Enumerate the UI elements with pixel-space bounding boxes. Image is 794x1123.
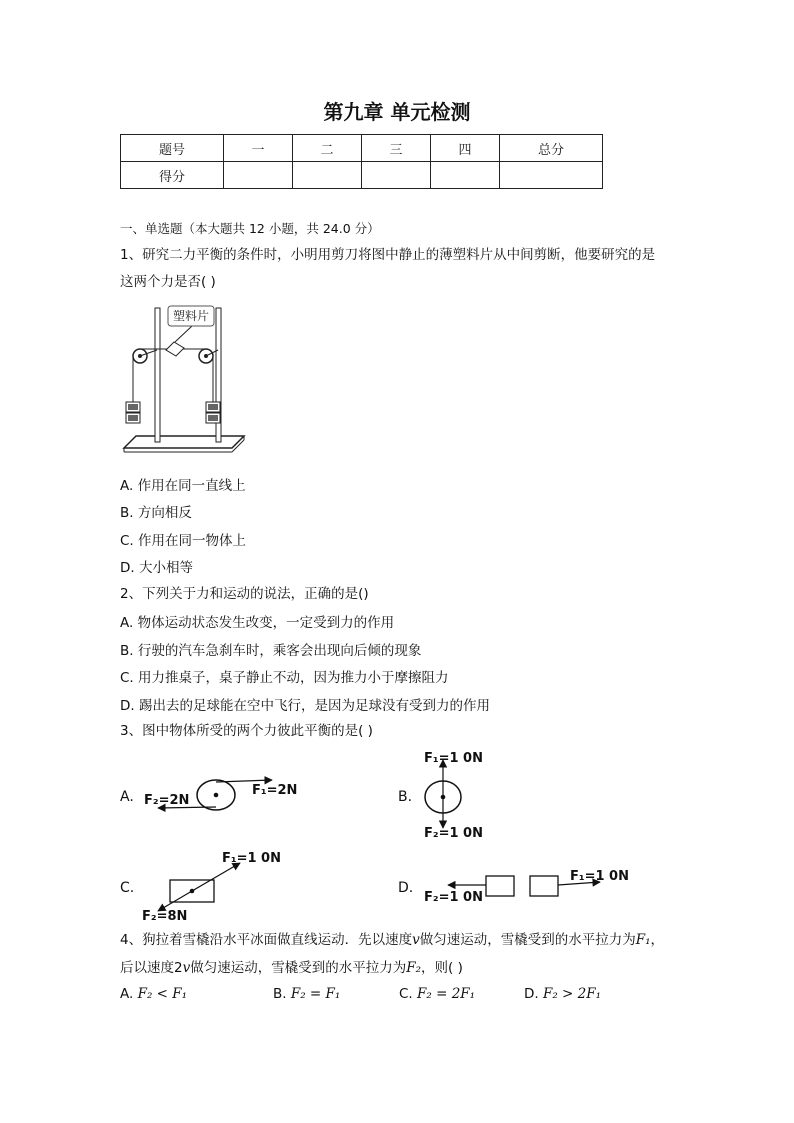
q4-text: 做匀速运动，雪橇受到的水平拉力为 xyxy=(190,960,407,976)
q1-option-d[interactable]: D. 大小相等 xyxy=(120,560,193,576)
q4-stem-line1 xyxy=(120,930,664,950)
q3-c-f2-label: F₂=8N xyxy=(142,909,188,924)
q3-option-a[interactable] xyxy=(120,780,297,810)
q3-option-c-letter: C. xyxy=(120,880,135,896)
score-cell[interactable] xyxy=(431,162,500,189)
score-header-cell: 三 xyxy=(362,135,431,162)
q4-text: ，则( ) xyxy=(421,960,463,976)
q3-option-d[interactable] xyxy=(398,869,629,905)
score-cell[interactable] xyxy=(362,162,431,189)
q2-stem: 2、下列关于力和运动的说法，正确的是() xyxy=(120,586,369,602)
score-header-cell: 二 xyxy=(293,135,362,162)
q4-option-letter: D. xyxy=(524,986,539,1002)
q4-text: 后以速度2 xyxy=(120,960,183,976)
score-header-cell: 一 xyxy=(224,135,293,162)
q4-option-c[interactable] xyxy=(399,986,475,1002)
q1-figure-label: 塑料片 xyxy=(172,309,210,323)
q4-text: 做匀速运动，雪橇受到的水平拉力为 xyxy=(419,932,636,948)
q4-text: 4、狗拉着雪橇沿水平冰面做直线运动．先以速度 xyxy=(120,932,413,948)
q3-option-a-letter: A. xyxy=(120,789,134,805)
q2-option-b[interactable]: B. 行驶的汽车急刹车时，乘客会出现向后倾的现象 xyxy=(120,643,422,659)
q2-option-d[interactable]: D. 踢出去的足球能在空中飞行，是因为足球没有受到力的作用 xyxy=(120,698,490,714)
q3-force-diagrams xyxy=(0,740,794,930)
q3-a-f1-label: F₁=2N xyxy=(252,783,298,798)
q4-option-expr: F₂ = F₁ xyxy=(290,986,341,1002)
q4-option-expr: F₂ = 2F₁ xyxy=(417,986,476,1002)
score-table-header-row xyxy=(121,135,603,162)
q3-b-f1-label: F₁=1 0N xyxy=(424,751,483,766)
q3-stem: 3、图中物体所受的两个力彼此平衡的是( ) xyxy=(120,723,373,739)
q3-a-f2-label: F₂=2N xyxy=(144,793,190,808)
q3-d-f1-label: F₁=1 0N xyxy=(570,869,629,884)
q4-option-expr: F₂ < F₁ xyxy=(137,986,188,1002)
score-row-label: 得分 xyxy=(121,162,224,189)
q3-d-f2-label: F₂=1 0N xyxy=(424,890,483,905)
q1-option-a[interactable]: A. 作用在同一直线上 xyxy=(120,478,246,494)
q4-f2-symbol: F₂ xyxy=(406,960,422,976)
q4-option-d[interactable] xyxy=(524,986,601,1002)
section-heading: 一、单选题（本大题共 12 小题，共 24.0 分） xyxy=(120,221,380,236)
q1-apparatus-figure xyxy=(120,300,250,460)
q4-option-letter: A. xyxy=(120,986,134,1002)
score-cell[interactable] xyxy=(293,162,362,189)
score-cell[interactable] xyxy=(500,162,603,189)
score-table-score-row xyxy=(121,162,603,189)
q4-text: ， xyxy=(650,932,665,948)
q3-c-f1-label: F₁=1 0N xyxy=(222,851,281,866)
q2-option-c[interactable]: C. 用力推桌子，桌子静止不动，因为推力小于摩擦阻力 xyxy=(120,670,449,686)
q4-f1-symbol: F₁ xyxy=(635,932,651,948)
q1-stem-line1: 1、研究二力平衡的条件时，小明用剪刀将图中静止的薄塑料片从中间剪断，他要研究的是 xyxy=(120,247,656,263)
q3-b-f2-label: F₂=1 0N xyxy=(424,826,483,841)
score-table xyxy=(120,134,603,189)
q4-stem-line2 xyxy=(120,958,463,978)
score-header-cell: 总分 xyxy=(500,135,603,162)
page-title: 第九章 单元检测 xyxy=(323,100,471,124)
q1-option-c[interactable]: C. 作用在同一物体上 xyxy=(120,533,247,549)
q3-option-b[interactable] xyxy=(398,751,483,841)
q4-velocity-symbol: v xyxy=(412,932,420,948)
q1-stem-line2: 这两个力是否( ) xyxy=(120,274,216,290)
score-header-cell: 四 xyxy=(431,135,500,162)
score-header-cell: 题号 xyxy=(121,135,224,162)
q4-velocity-symbol: v xyxy=(182,960,191,976)
q2-option-a[interactable]: A. 物体运动状态发生改变，一定受到力的作用 xyxy=(120,615,395,631)
q4-option-expr: F₂ > 2F₁ xyxy=(542,986,602,1002)
q4-option-letter: C. xyxy=(399,986,413,1002)
q3-option-d-letter: D. xyxy=(398,880,414,896)
q4-option-letter: B. xyxy=(273,986,287,1002)
score-cell[interactable] xyxy=(224,162,293,189)
q4-option-a[interactable] xyxy=(120,986,187,1002)
q3-option-c[interactable] xyxy=(120,851,281,924)
q3-option-b-letter: B. xyxy=(398,789,413,805)
q4-option-b[interactable] xyxy=(273,986,340,1002)
q1-option-b[interactable]: B. 方向相反 xyxy=(120,505,192,521)
